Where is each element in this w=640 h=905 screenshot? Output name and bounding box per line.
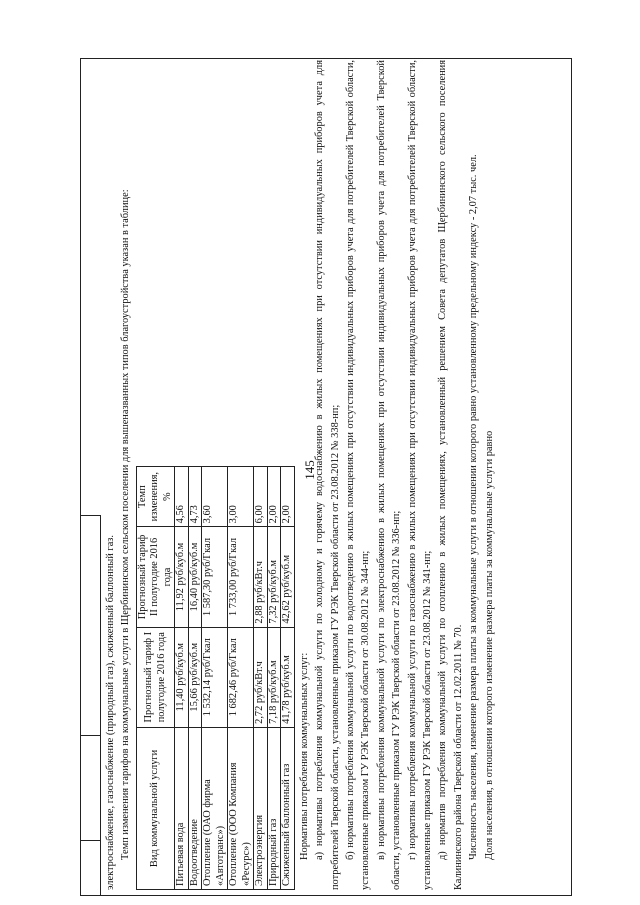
- table-row: [202, 467, 228, 890]
- frame-line: [80, 58, 572, 59]
- table-cell: 42,62 руб/куб.м: [281, 527, 295, 627]
- norms-title: Нормативы потребления коммунальных услуг:: [298, 652, 310, 860]
- table-cell: 1 733,00 руб/Гкал: [228, 527, 254, 627]
- norm-item: г) нормативы потребления коммунальной услуги по газоснабжению в жилых помещениях при отсутствии индивидуальных приборов учета для потребителей Тверской области, установленные приказом ГУ РЭК Тверской области от 23.08.2012 № 341-нп;: [406, 60, 434, 890]
- table-cell: Отопление (ООО Компания «Ресурс»): [228, 727, 254, 889]
- table-cell: 7,18 руб/куб.м: [267, 627, 281, 727]
- table-cell: 3,00: [228, 467, 254, 527]
- table-cell: 11,40 руб/куб.м: [175, 627, 189, 727]
- table-cell: 2,00: [267, 467, 281, 527]
- frame-line: [571, 58, 572, 896]
- population-paragraph: Численность населения, изменение размера платы за коммунальные услуги в отношении которого равно установленному предельному индексу - 2,07 тыс. чел.: [468, 154, 480, 860]
- table-cell: 41,78 руб/куб.м: [281, 627, 295, 727]
- table-intro: Темп изменения тарифов на коммунальные услуги в Щербининском сельском поселении для вышеназванных типов благоустройства указан в таблице:: [120, 189, 132, 860]
- table-cell: 15,66 руб/куб.м: [188, 627, 202, 727]
- intro-line: электроснабжение, газоснабжение (природный газ), сжиженный баллонный газ.: [105, 534, 116, 890]
- column-header: Темп изменения, %: [136, 467, 175, 527]
- table-cell: 2,72 руб/кВт.ч: [254, 627, 268, 727]
- table-cell: 7,32 руб/куб.м: [267, 527, 281, 627]
- table-cell: Природный газ: [267, 727, 281, 889]
- table-cell: 1 682,46 руб/Гкал: [228, 627, 254, 727]
- table-row: [254, 467, 268, 890]
- column-header: Вид коммунальной услуги: [136, 727, 175, 889]
- rotated-content: [103, 60, 569, 890]
- frame-line: [80, 515, 100, 516]
- column-header: Прогнозный тариф I полугодие 2016 года: [136, 627, 175, 727]
- table-cell: Отопление (ОАО фирма «Автотранс»): [202, 727, 228, 889]
- frame-line: [80, 58, 81, 896]
- table-header-row: [136, 467, 175, 890]
- table-row: [188, 467, 202, 890]
- frame-line: [100, 515, 101, 895]
- table-row: [228, 467, 254, 890]
- table-cell: 11,92 руб/куб.м: [175, 527, 189, 627]
- table-cell: Питьевая вода: [175, 727, 189, 889]
- column-header: Прогнозный тариф II полугодие 2016 года: [136, 527, 175, 627]
- table-cell: 4,56: [175, 467, 189, 527]
- table-cell: 4,73: [188, 467, 202, 527]
- frame-line: [80, 735, 100, 736]
- frame-line: [80, 895, 572, 896]
- norm-item: б) нормативы потребления коммунальной услуги по водоотведению в жилых помещениях при отсутствии индивидуальных приборов учета для потребителей Тверской области, установленные приказом ГУ РЭК Тверской области от 30.08.2012 № 344-нп;: [345, 60, 372, 890]
- table-cell: 1 587,30 руб/Гкал: [202, 527, 228, 627]
- table-row: [281, 467, 295, 890]
- table-cell: Сжиженный баллонный газ: [281, 727, 295, 889]
- norm-item: д) норматив потребления коммунальной услуги по отоплению в жилых помещениях, установленный решением Совета депутатов Щербининского сельского поселения Калининского района Тверской области от 12.02.2011 № 70.: [437, 60, 464, 890]
- share-paragraph: Доля населения, в отношении которого изменение размера платы за коммунальные услуги равно: [483, 430, 495, 860]
- norm-item: а) нормативы потребления коммунальной услуги по холодному и горячему водоснабжению в жилых помещениях при отсутствии индивидуальных приборов учета для потребителей Тверской области, установленные приказом ГУ РЭК Тверской области от 23.08.2012 № 338-нп;: [314, 60, 341, 890]
- table-row: [175, 467, 189, 890]
- tariff-table: [136, 466, 295, 890]
- page-number: 145: [302, 460, 317, 480]
- table-cell: 16,40 руб/куб.м: [188, 527, 202, 627]
- norm-item: в) нормативы потребления коммунальной услуги по электроснабжению в жилых помещениях при отсутствии индивидуальных приборов учета для потребителей Тверской области, установленные приказом ГУ РЭК Тверской области от 23.08.2012 № 336-нп;: [375, 60, 403, 890]
- frame-line: [80, 840, 100, 841]
- table-cell: 6,00: [254, 467, 268, 527]
- table-cell: 2,88 руб/кВт.ч: [254, 527, 268, 627]
- table-cell: 3,60: [202, 467, 228, 527]
- table-row: [267, 467, 281, 890]
- table-cell: Водоотведение: [188, 727, 202, 889]
- table-cell: 1 532,14 руб/Гкал: [202, 627, 228, 727]
- table-cell: Электроэнергия: [254, 727, 268, 889]
- table-cell: 2,00: [281, 467, 295, 527]
